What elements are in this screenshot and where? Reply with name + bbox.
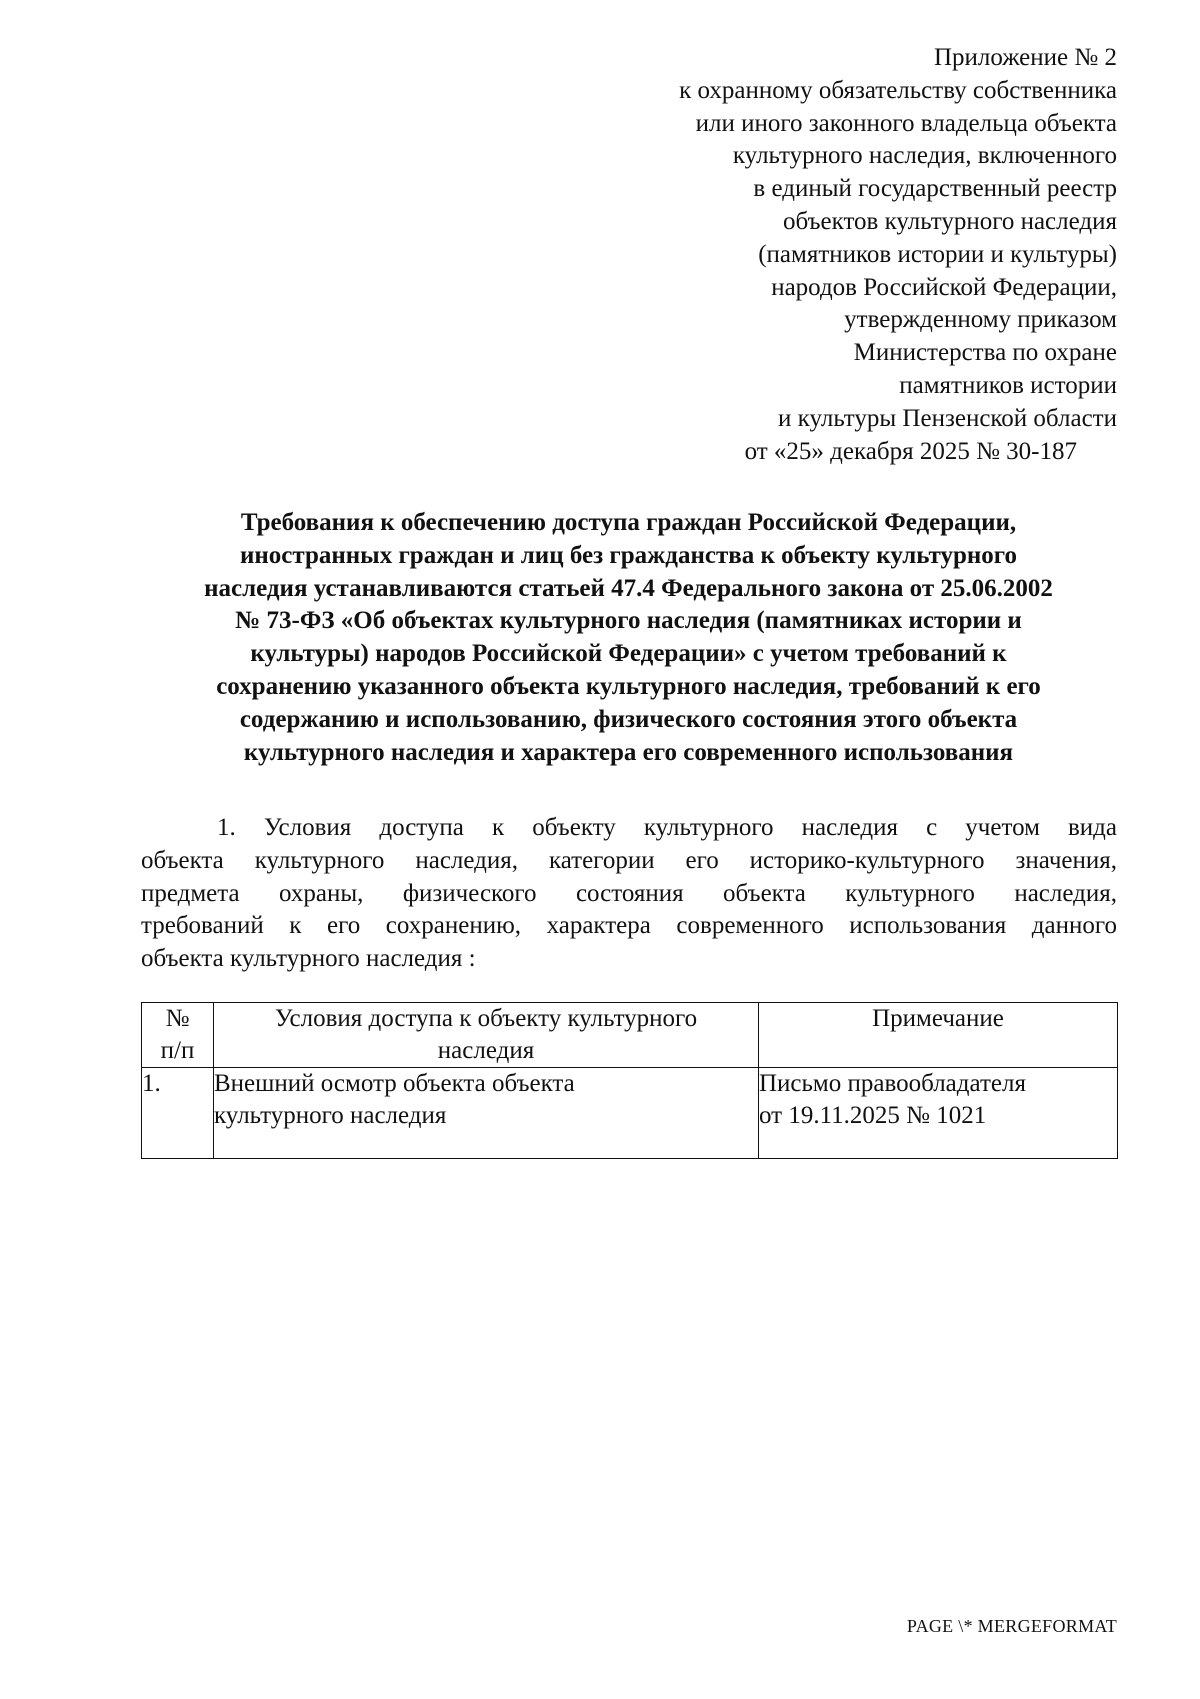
appendix-line: или иного законного владельца объекта	[695, 109, 1117, 137]
appendix-line: памятников истории	[899, 371, 1117, 399]
title-line: содержанию и использованию, физического состояния этого объекта	[239, 705, 1018, 733]
row-note-line: от 19.11.2025 № 1021	[759, 1102, 987, 1129]
paragraph-line: 1. Условия доступа к объекту культурного наследия с учетом вида	[217, 814, 1117, 841]
row-number: 1.	[142, 1068, 214, 1159]
appendix-line: к охранному обязательству собственника	[679, 76, 1117, 104]
header-note-label: Примечание	[872, 1005, 1004, 1032]
header-number	[142, 1003, 214, 1068]
title-line: иностранных граждан и лиц без гражданства к объекту культурного	[239, 541, 1018, 569]
header-number-pp: п/п	[160, 1037, 195, 1064]
appendix-line: (памятников истории и культуры)	[758, 240, 1117, 268]
paragraph-line: объекта культурного наследия :	[141, 945, 476, 973]
title-line: наследия устанавливаются статьей 47.4 Федерального закона от 25.06.2002	[204, 574, 1053, 602]
title-line: сохранению указанного объекта культурного наследия, требований к его	[216, 672, 1041, 700]
document-title	[140, 507, 1117, 769]
appendix-line: культурного наследия, включенного	[732, 142, 1117, 170]
access-conditions-table	[141, 1002, 1118, 1159]
appendix-date-line: от «25» декабря 2025 № 30-187	[744, 437, 1077, 465]
title-line: Требования к обеспечению доступа граждан Российской Федерации,	[240, 509, 1017, 536]
title-line: культуры) народов Российской Федерации» с учетом требований к	[250, 640, 1007, 668]
header-note	[759, 1003, 1118, 1068]
appendix-line: и культуры Пензенской области	[778, 404, 1117, 432]
page-number-field: PAGE \* MERGEFORMAT	[906, 1616, 1117, 1636]
title-line: культурного наследия и характера его современного использования	[243, 738, 1014, 766]
appendix-line: объектов культурного наследия	[783, 207, 1117, 235]
header-number-sign: №	[165, 1005, 190, 1032]
header-conditions-line: Условия доступа к объекту культурного	[274, 1005, 698, 1032]
title-line: № 73-ФЗ «Об объектах культурного наследия (памятниках истории и	[235, 607, 1022, 635]
paragraph-line: предмета охраны, физического состояния объекта культурного наследия,	[141, 879, 1117, 907]
table-row	[142, 1068, 1118, 1159]
row-conditions-line: культурного наследия	[214, 1102, 447, 1129]
header-conditions	[214, 1003, 759, 1068]
appendix-line: народов Российской Федерации,	[771, 273, 1117, 301]
table-header-row	[142, 1003, 1118, 1068]
paragraph-line: объекта культурного наследия, категории его историко-культурного значения,	[141, 846, 1117, 874]
row-conditions-line: Внешний осмотр объекта объекта	[214, 1070, 575, 1097]
appendix-line: утвержденному приказом	[844, 306, 1117, 334]
appendix-line: Министерства по охране	[853, 339, 1117, 367]
access-conditions-paragraph	[141, 812, 1117, 976]
appendix-header	[560, 42, 1117, 468]
appendix-line: в единый государственный реестр	[753, 175, 1117, 203]
appendix-line: Приложение № 2	[933, 44, 1117, 71]
paragraph-line: требований к его сохранению, характера современного использования данного	[141, 912, 1117, 940]
header-conditions-line: наследия	[437, 1037, 535, 1064]
row-note-line: Письмо правообладателя	[759, 1070, 1026, 1097]
row-conditions	[214, 1068, 759, 1159]
row-note	[759, 1068, 1118, 1159]
